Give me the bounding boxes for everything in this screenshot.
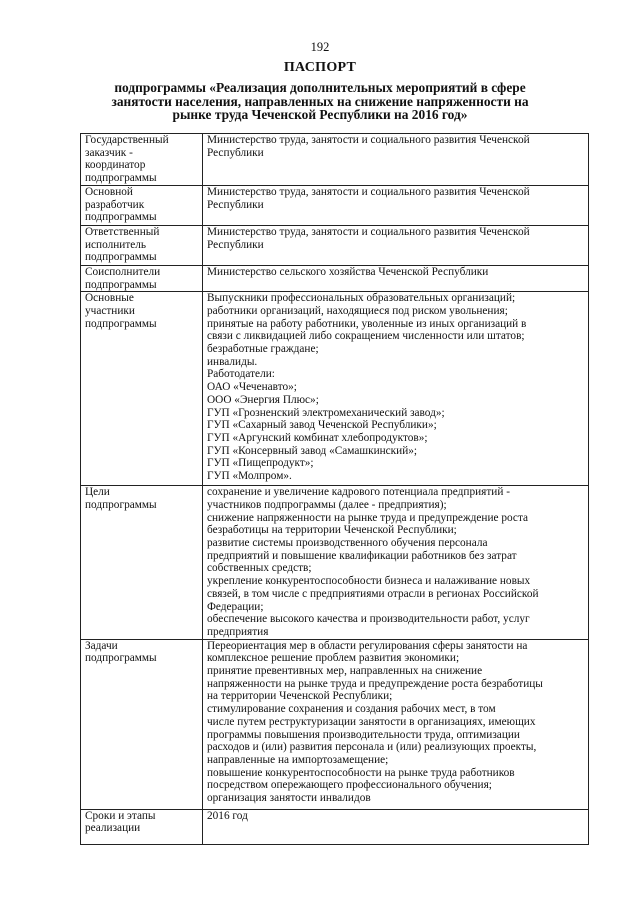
row-value-line: Федерации; [207,600,264,613]
row-label-cell [81,809,203,844]
passport-row [81,265,589,291]
row-label-line: Соисполнители [85,265,161,278]
row-value-line: Министерство труда, занятости и социального развития Чеченской [207,134,530,146]
row-label-line: Задачи [85,639,118,652]
row-value-line: Республики [207,198,264,211]
row-label-line: Государственный [85,134,169,146]
row-value-line: снижение напряженности на рынке труда и предупреждение роста [207,511,529,524]
row-value-line: собственных средств; [207,562,312,575]
row-value-line: ГУП «Аргунский комбинат хлебопродуктов»; [207,431,428,444]
row-value-cell [203,292,589,486]
row-value-line: расходов и (или) развития персонала и (или) реализующих проекты, [207,741,537,754]
row-value-line: ГУП «Молпром». [207,470,292,483]
passport-row [81,292,589,486]
row-label-line: Основные [85,292,134,305]
row-value-cell [203,639,589,809]
row-label-line: участники [85,304,135,317]
row-value-cell [203,134,589,186]
row-value-line: ГУП «Сахарный завод Чеченской Республики»; [207,419,437,432]
row-value-line: работники организаций, находящиеся под риском увольнения; [207,304,508,317]
row-value-line: 2016 год [207,809,248,822]
row-value-line: принятые на работу работники, уволенные из иных организаций в [207,317,527,330]
row-value-line: ОАО «Чеченавто»; [207,381,297,394]
row-value-line: обеспечение высокого качества и производительности работ, услуг [207,613,530,626]
row-value-line: направленные на импортозамещение; [207,753,389,766]
document-subtitle [80,81,560,122]
row-value-line: организация занятости инвалидов [207,792,371,805]
row-value-line: Переориентация мер в области регулирования сферы занятости на [207,639,528,652]
row-label-cell [81,292,203,486]
passport-row [81,185,589,225]
row-label-line: реализации [85,822,141,835]
row-value-line: связей, в том числе с предприятиями отрасли в регионах Российской [207,587,539,600]
row-value-line: безработицы на территории Чеченской Республики; [207,524,457,537]
row-label-cell [81,185,203,225]
row-value-cell [203,486,589,639]
row-label-line: подпрограммы [85,251,157,264]
row-value-line: Выпускники профессиональных образовательных организаций; [207,292,516,305]
row-label-line: подпрограммы [85,172,157,185]
row-value-line: на территории Чеченской Республики; [207,690,393,703]
row-label-line: исполнитель [85,238,147,251]
row-value-line: программы повышения производительности труда, оптимизации [207,728,520,741]
row-label-line: подпрограммы [85,652,157,665]
passport-table [80,133,589,845]
passport-row [81,134,589,186]
row-value-line: участников подпрограммы (далее - предприятия); [207,498,447,511]
row-value-line: предприятий и повышение квалификации работников без затрат [207,549,517,562]
document-title: ПАСПОРТ [283,60,357,75]
row-label-line: заказчик - [85,146,133,159]
row-value-line: ГУП «Консервный завод «Самашкинский»; [207,444,418,457]
passport-row [81,225,589,265]
row-value-line: предприятия [207,625,269,638]
row-value-line: сохранение и увеличение кадрового потенциала предприятий - [207,486,510,499]
row-value-line: Республики [207,238,264,251]
row-value-line: посредством опережающего профессионального обучения; [207,779,492,792]
row-value-line: ООО «Энергия Плюс»; [207,393,319,406]
row-value-line: Министерство сельского хозяйства Чеченской Республики [207,265,489,278]
row-value-line: Министерство труда, занятости и социального развития Чеченской [207,225,530,238]
row-value-line: ГУП «Пищепродукт»; [207,457,314,470]
row-value-cell [203,265,589,291]
row-value-line: повышение конкурентоспособности на рынке труда работников [207,766,515,779]
row-value-line: комплексное решение проблем развития экономики; [207,652,460,665]
row-label-line: Цели [85,486,110,499]
row-label-line: подпрограммы [85,211,157,224]
row-value-line: развитие системы производственного обучения персонала [207,537,488,550]
row-label-line: координатор [85,159,146,172]
row-value-line: напряженности на рынке труда и предупреждение роста безработицы [207,677,543,690]
passport-row [81,486,589,639]
row-label-cell [81,225,203,265]
row-value-cell [203,809,589,844]
row-label-line: Основной [85,185,133,198]
row-label-line: Ответственный [85,225,160,238]
row-label-cell [81,265,203,291]
passport-table-body [81,134,589,845]
row-value-line: числе путем реструктуризации занятости в организациях, имеющих [207,715,536,728]
page-number: 192 [310,40,330,54]
row-label-cell [81,639,203,809]
row-label-line: подпрограммы [85,498,157,511]
row-value-line: Республики [207,146,264,159]
row-label-line: подпрограммы [85,317,157,330]
passport-row [81,809,589,844]
row-value-line: связи с ликвидацией либо сокращением численности или штатов; [207,330,525,343]
row-value-line: стимулирование сохранения и создания рабочих мест, в том [207,703,496,716]
row-label-cell [81,486,203,639]
row-value-cell [203,225,589,265]
row-label-line: разработчик [85,198,145,211]
row-value-line: безработные граждане; [207,343,319,356]
row-value-line: принятие превентивных мер, направленных на снижение [207,665,483,678]
row-label-line: Сроки и этапы [85,809,156,822]
row-value-line: ГУП «Грозненский электромеханический завод»; [207,406,445,419]
row-label-cell [81,134,203,186]
row-label-line: подпрограммы [85,278,157,291]
row-value-line: укрепление конкурентоспособности бизнеса и налаживание новых [207,575,531,588]
row-value-line: инвалиды. [207,355,258,368]
subtitle-line: рынке труда Чеченской Республики на 2016 год» [172,107,468,122]
row-value-line: Работодатели: [207,368,275,381]
passport-row [81,639,589,809]
row-value-line: Министерство труда, занятости и социального развития Чеченской [207,185,530,198]
subtitle-line: подпрограммы «Реализация дополнительных мероприятий в сфере [114,80,526,95]
subtitle-line: занятости населения, направленных на снижение напряженности на [111,93,529,109]
row-value-cell [203,185,589,225]
